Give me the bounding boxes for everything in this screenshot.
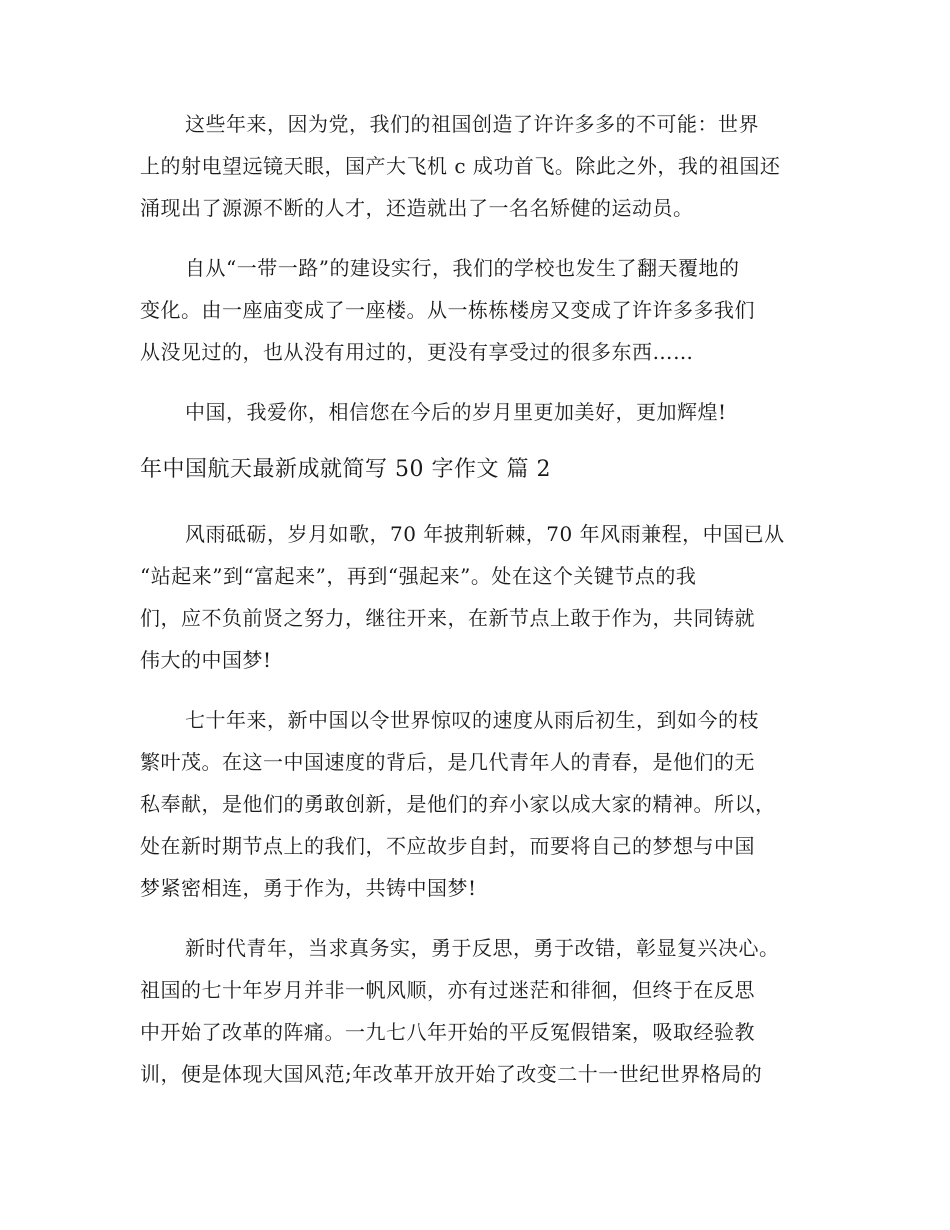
section-heading: 年中国航天最新成就简写 50 字作文 篇 2 — [140, 457, 551, 482]
paragraph-6-line-3: 中开始了改革的阵痛。一九七八年开始的平反冤假错案，吸取经验教 — [140, 1020, 755, 1044]
paragraph-4-line-3: 们，应不负前贤之努力，继往开来，在新节点上敢于作为，共同铸就 — [140, 606, 755, 630]
paragraph-4-line-2: “站起来”到“富起来”，再到“强起来”。处在这个关键节点的我 — [140, 564, 697, 588]
paragraph-6-line-1: 新时代青年，当求真务实，勇于反思，勇于改错，彰显复兴决心。 — [185, 936, 780, 960]
paragraph-5-line-4: 处在新时期节点上的我们，不应故步自封，而要将自己的梦想与中国 — [140, 834, 755, 858]
paragraph-5-line-1: 七十年来，新中国以令世界惊叹的速度从雨后初生，到如今的枝 — [185, 708, 759, 732]
paragraph-5-line-2: 繁叶茂。在这一中国速度的背后，是几代青年人的青春，是他们的无 — [140, 750, 755, 774]
paragraph-4-line-4: 伟大的中国梦! — [140, 648, 272, 672]
paragraph-4-line-1: 风雨砥砺，岁月如歌，70 年披荆斩棘，70 年风雨兼程，中国已从 — [185, 522, 785, 546]
paragraph-6-line-4: 训，便是体现大国风范;年改革开放开始了改变二十一世纪世界格局的 — [140, 1062, 763, 1086]
paragraph-2-line-3: 从没见过的，也从没有用过的，更没有享受过的很多东西…… — [140, 340, 694, 364]
paragraph-1-line-3: 涌现出了源源不断的人才，还造就出了一名名矫健的运动员。 — [140, 196, 694, 220]
paragraph-2-line-2: 变化。由一座庙变成了一座楼。从一栋栋楼房又变成了许许多多我们 — [140, 298, 755, 322]
paragraph-5-line-3: 私奉献，是他们的勇敢创新，是他们的弃小家以成大家的精神。所以， — [140, 792, 776, 816]
paragraph-3-line-1: 中国，我爱你，相信您在今后的岁月里更加美好，更加辉煌! — [185, 400, 727, 424]
paragraph-1-line-2: 上的射电望远镜天眼，国产大飞机 c 成功首飞。除此之外，我的祖国还 — [140, 154, 781, 178]
paragraph-2-line-1: 自从“一带一路”的建设实行，我们的学校也发生了翻天覆地的 — [185, 256, 740, 280]
paragraph-6-line-2: 祖国的七十年岁月并非一帆风顺，亦有过迷茫和徘徊，但终于在反思 — [140, 978, 755, 1002]
paragraph-5-line-5: 梦紧密相连，勇于作为，共铸中国梦! — [140, 876, 477, 900]
paragraph-1-line-1: 这些年来，因为党，我们的祖国创造了许许多多的不可能：世界 — [185, 112, 759, 136]
